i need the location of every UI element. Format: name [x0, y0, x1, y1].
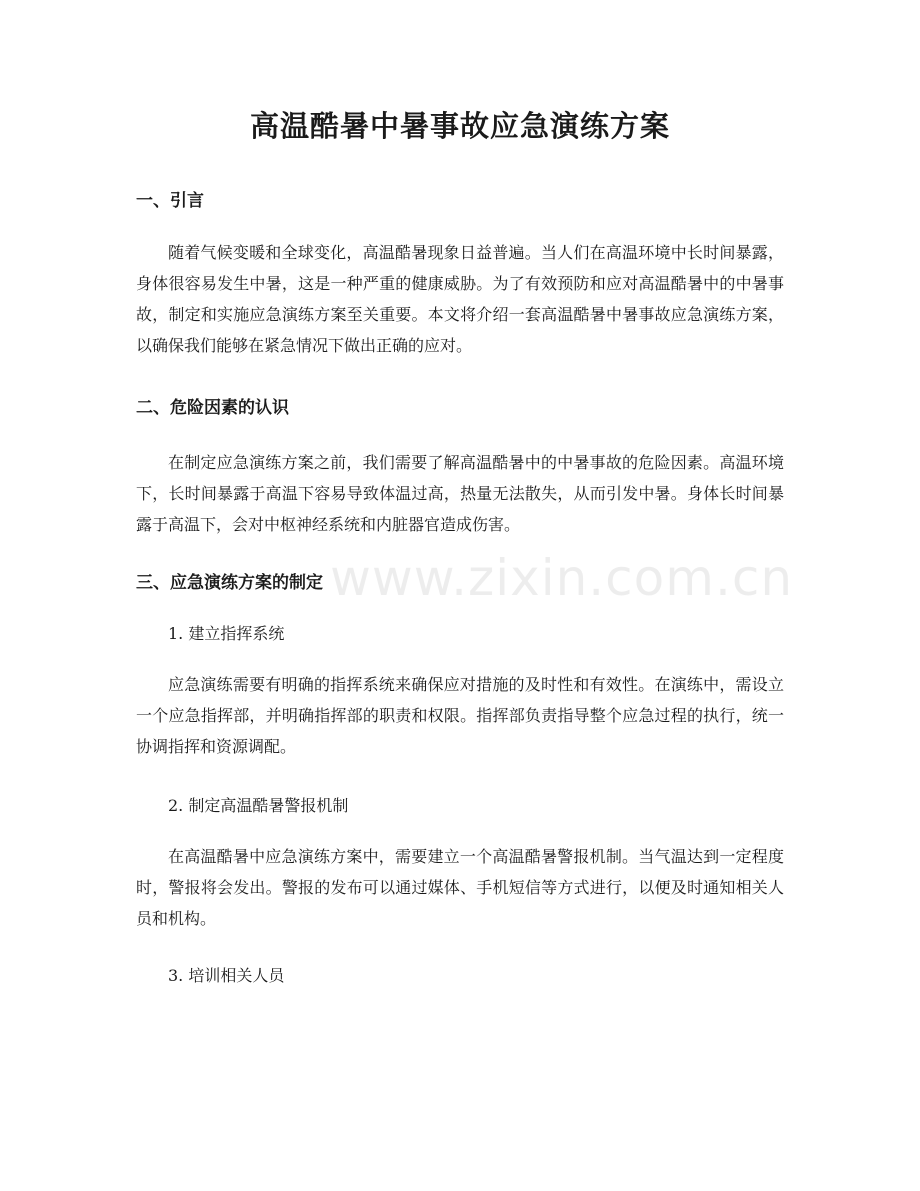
command-system-paragraph: 应急演练需要有明确的指挥系统来确保应对措施的及时性和有效性。在演练中，需设立一个应急指挥部，并明确指挥部的职责和权限。指挥部负责指导整个应急过程的执行，统一协调指挥和资源调配。: [136, 675, 784, 756]
sub-heading-alert-mechanism: 2. 制定高温酷暑警报机制: [168, 796, 349, 815]
risk-factors-paragraph: 在制定应急演练方案之前，我们需要了解高温酷暑中的中暑事故的危险因素。高温环境下，长时间暴露于高温下容易导致体温过高，热量无法散失，从而引发中暑。身体长时间暴露于高温下，会对中枢神经系统和内脏器官造成伤害。: [136, 453, 784, 534]
document-title: 高温酷暑中暑事故应急演练方案: [249, 109, 670, 143]
section-heading-introduction: 一、引言: [136, 191, 204, 211]
section-heading-risk-factors: 二、危险因素的认识: [136, 398, 289, 418]
watermark: www.zixin.com.cn: [330, 549, 794, 607]
introduction-paragraph: 随着气候变暖和全球变化，高温酷暑现象日益普遍。当人们在高温环境中长时间暴露，身体很容易发生中暑，这是一种严重的健康威胁。为了有效预防和应对高温酷暑中的中暑事故，制定和实施应急演练方案至关重要。本文将介绍一套高温酷暑中暑事故应急演练方案，以确保我们能够在紧急情况下做出正确的应对。: [136, 243, 784, 355]
alert-mechanism-paragraph: 在高温酷暑中应急演练方案中，需要建立一个高温酷暑警报机制。当气温达到一定程度时，警报将会发出。警报的发布可以通过媒体、手机短信等方式进行，以便及时通知相关人员和机构。: [136, 847, 784, 928]
sub-heading-command-system: 1. 建立指挥系统: [168, 624, 285, 643]
sub-heading-staff-training: 3. 培训相关人员: [168, 966, 285, 985]
section-heading-plan-formulation: 三、应急演练方案的制定: [136, 573, 323, 593]
